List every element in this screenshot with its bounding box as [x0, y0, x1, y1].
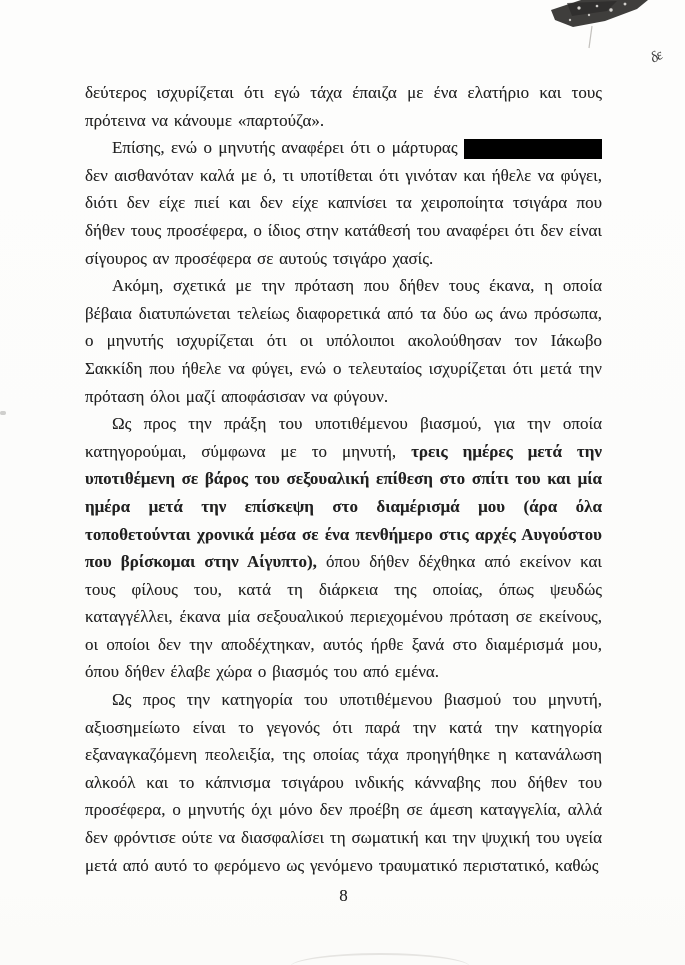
text-paragraph: [85, 79, 602, 134]
scan-artifact-bottom: [290, 953, 470, 965]
body-text-segment: δεν αισθανόταν καλά με ό, τι υποτίθεται ότι γινόταν και ήθελε να φύγει, διότι δεν είχε πιεί και δεν είχε καπνίσει τα χειροποίητα τσιγάρα που δήθεν τους προσέφερα, ο ίδιος στην κατάθεσή του αναφέρει ότι δεν είναι σίγουρος αν προσέφερα σε αυτούς τσιγάρο χασίς.: [85, 165, 602, 268]
stamp-mark: [545, 0, 657, 56]
body-text-segment: όπου δήθεν δέχθηκα από εκείνον και τους φίλους του, κατά τη διάρκεια της οποίας, όπως ψευδώς καταγγέλλει, έκανα μία σεξουαλικού περιεχομένου πρόταση σε εκείνους, οι οποίοι δεν την αποδέχτηκαν, αυτός ήρθε ξανά στο διαμέρισμά μου, όπου δήθεν έλαβε χώρα ο βιασμός του από εμένα.: [85, 552, 602, 682]
handwritten-annotation: δε: [647, 47, 665, 67]
body-text-segment: δεύτερος ισχυρίζεται ότι εγώ τάχα έπαιζα με ένα ελατήριο και τους πρότεινα να κάνουμε «παρτούζα».: [85, 83, 602, 130]
body-text-segment: Ως προς την κατηγορία του υποτιθέμενου βιασμού του μηνυτή, αξιοσημείωτο είναι το γεγονός ότι παρά την κατά την κατηγορία εξαναγκαζόμενη πεολειξία, της οποίας τάχα προηγήθηκε η κατανάλωση αλκοόλ και το κάπνισμα τσιγάρου ινδικής κάνναβης που δήθεν του προσέφερα, ο μηνυτής όχι μόνο δεν προέβη σε άμεση καταγγελία, αλλά δεν φρόντισε ούτε να διασφαλίσει τη σωματική και την ψυχική του υγεία μετά από αυτό το φερόμενο ως γενόμενο τραυματικό περιστατικό, καθώς: [85, 690, 602, 875]
text-paragraph: [85, 410, 602, 686]
text-paragraph: [85, 272, 602, 410]
scan-artifact-left: [0, 411, 6, 415]
document-body: [85, 79, 602, 879]
emphasized-text: τρεις ημέρες μετά την υποτιθέμενη σε βάρος του σεξουαλική επίθεση στο σπίτι του και μία ημέρα μετά την επίσκεψη στο διαμέρισμά μου (άρα όλα τοποθετούνται χρονικά μέσα σε ένα πενθήμερο στις αρχές Αυγούστου που βρίσκομαι στην Αίγυπτο),: [85, 441, 602, 572]
text-paragraph: [85, 686, 602, 879]
body-text-segment: Ακόμη, σχετικά με την πρόταση που δήθεν τους έκανα, η οποία βέβαια διατυπώνεται τελείως διαφορετικά από τα δύο ως άνω πρόσωπα, ο μηνυτής ισχυρίζεται ότι οι υπόλοιποι ακολούθησαν τον Ιάκωβο Σακκίδη που ήθελε να φύγει, ενώ ο τελευταίος ισχυρίζεται ότι μετά την πρόταση όλοι μαζί αποφάσισαν να φύγουν.: [85, 276, 602, 406]
text-paragraph: [85, 134, 602, 272]
body-text-segment: Ως προς την πράξη του υποτιθέμενου βιασμού, για την οποία κατηγορούμαι, σύμφωνα με το μηνυτή,: [85, 414, 602, 461]
page-number: 8: [339, 886, 348, 905]
redaction-bar: [464, 139, 602, 159]
body-text-segment: Επίσης, ενώ ο μηνυτής αναφέρει ότι ο μάρτυρας: [112, 138, 464, 158]
